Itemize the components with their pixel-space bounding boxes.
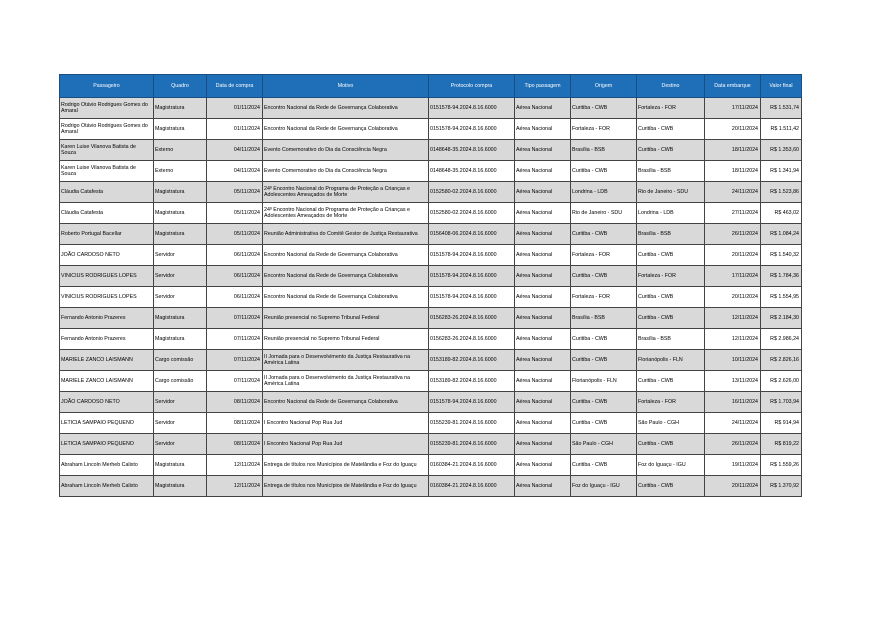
cell-protocolo: 0151578-94.2024.8.16.6000	[429, 266, 515, 287]
cell-data-embarque: 17/11/2024	[705, 266, 761, 287]
cell-origem: Curitiba - CWB	[571, 413, 637, 434]
header-valor-final: Valor final	[761, 75, 802, 98]
header-motivo: Motivo	[263, 75, 429, 98]
header-quadro: Quadro	[154, 75, 207, 98]
cell-destino: Fortaleza - FOR	[637, 266, 705, 287]
header-protocolo: Protocolo compra	[429, 75, 515, 98]
cell-destino: Curitiba - CWB	[637, 434, 705, 455]
header-passageiro: Passageiro	[60, 75, 154, 98]
cell-motivo: Evento Comemorativo do Dia da Consciência Negra	[263, 140, 429, 161]
cell-valor-final: R$ 1.703,94	[761, 392, 802, 413]
cell-passageiro: Cláudia Catafesta	[60, 203, 154, 224]
cell-data-embarque: 18/11/2024	[705, 140, 761, 161]
table-row	[60, 161, 802, 182]
cell-tipo-passagem: Aérea Nacional	[515, 413, 571, 434]
cell-origem: Fortaleza - FOR	[571, 119, 637, 140]
cell-destino: Brasília - BSB	[637, 161, 705, 182]
cell-quadro: Magistratura	[154, 455, 207, 476]
cell-quadro: Servidor	[154, 287, 207, 308]
cell-origem: Curitiba - CWB	[571, 350, 637, 371]
cell-motivo: Reunião presencial no Supremo Tribunal Federal	[263, 329, 429, 350]
table-row	[60, 140, 802, 161]
cell-destino: Fortaleza - FOR	[637, 98, 705, 119]
cell-passageiro: Karen Luise Vilanova Batista de Souza	[60, 140, 154, 161]
cell-data-embarque: 19/11/2024	[705, 455, 761, 476]
cell-quadro: Magistratura	[154, 329, 207, 350]
table-row	[60, 413, 802, 434]
cell-tipo-passagem: Aérea Nacional	[515, 329, 571, 350]
header-origem: Origem	[571, 75, 637, 98]
cell-origem: Fortaleza - FOR	[571, 287, 637, 308]
cell-data-compra: 05/11/2024	[207, 203, 263, 224]
cell-data-embarque: 27/11/2024	[705, 203, 761, 224]
cell-quadro: Magistratura	[154, 119, 207, 140]
header-data-embarque: Data embarque	[705, 75, 761, 98]
cell-protocolo: 0152580-02.2024.8.16.6000	[429, 182, 515, 203]
cell-valor-final: R$ 1.523,86	[761, 182, 802, 203]
cell-protocolo: 0151578-94.2024.8.16.6000	[429, 392, 515, 413]
cell-valor-final: R$ 1.353,60	[761, 140, 802, 161]
cell-origem: Fortaleza - FOR	[571, 245, 637, 266]
cell-tipo-passagem: Aérea Nacional	[515, 371, 571, 392]
cell-data-compra: 07/11/2024	[207, 350, 263, 371]
cell-valor-final: R$ 2.626,00	[761, 371, 802, 392]
cell-motivo: Encontro Nacional da Rede de Governança Colaborativa	[263, 245, 429, 266]
cell-passageiro: VINICIUS RODRIGUES LOPES	[60, 287, 154, 308]
cell-data-embarque: 24/11/2024	[705, 413, 761, 434]
cell-tipo-passagem: Aérea Nacional	[515, 245, 571, 266]
cell-motivo: Encontro Nacional da Rede de Governança Colaborativa	[263, 266, 429, 287]
table-row	[60, 392, 802, 413]
cell-motivo: I Encontro Nacional Pop Rua Jud	[263, 434, 429, 455]
cell-passageiro: Abraham Lincoln Merheb Calixto	[60, 476, 154, 497]
cell-motivo: Entrega de títulos nos Municípios de Matelândia e Foz do Iguaçu	[263, 455, 429, 476]
table-row	[60, 455, 802, 476]
cell-data-embarque: 13/11/2024	[705, 371, 761, 392]
cell-passageiro: Roberto Portugal Bacellar	[60, 224, 154, 245]
cell-motivo: Encontro Nacional da Rede de Governança Colaborativa	[263, 98, 429, 119]
cell-protocolo: 0153189-82.2024.8.16.6000	[429, 350, 515, 371]
cell-valor-final: R$ 1.531,74	[761, 98, 802, 119]
cell-passageiro: LETICIA SAMPAIO PEQUENO	[60, 413, 154, 434]
cell-protocolo: 0152580-02.2024.8.16.6000	[429, 203, 515, 224]
cell-motivo: Encontro Nacional da Rede de Governança Colaborativa	[263, 287, 429, 308]
cell-valor-final: R$ 1.370,92	[761, 476, 802, 497]
cell-origem: Foz do Iguaçu - IGU	[571, 476, 637, 497]
cell-origem: Curitiba - CWB	[571, 224, 637, 245]
cell-data-embarque: 12/11/2024	[705, 308, 761, 329]
cell-destino: São Paulo - CGH	[637, 413, 705, 434]
cell-destino: Curitiba - CWB	[637, 476, 705, 497]
cell-motivo: Reunião presencial no Supremo Tribunal Federal	[263, 308, 429, 329]
cell-valor-final: R$ 1.784,36	[761, 266, 802, 287]
table-row	[60, 371, 802, 392]
cell-destino: Curitiba - CWB	[637, 287, 705, 308]
cell-quadro: Cargo comissão	[154, 350, 207, 371]
cell-data-embarque: 17/11/2024	[705, 98, 761, 119]
cell-quadro: Externo	[154, 140, 207, 161]
table-row	[60, 476, 802, 497]
cell-tipo-passagem: Aérea Nacional	[515, 392, 571, 413]
cell-quadro: Externo	[154, 161, 207, 182]
table-row	[60, 98, 802, 119]
cell-protocolo: 0156408-06.2024.8.16.6000	[429, 224, 515, 245]
cell-tipo-passagem: Aérea Nacional	[515, 224, 571, 245]
cell-data-embarque: 10/11/2024	[705, 350, 761, 371]
cell-tipo-passagem: Aérea Nacional	[515, 476, 571, 497]
cell-destino: Curitiba - CWB	[637, 245, 705, 266]
cell-protocolo: 0160384-21.2024.8.16.6000	[429, 476, 515, 497]
cell-data-compra: 05/11/2024	[207, 182, 263, 203]
cell-passageiro: Rodrigo Otávio Rodrigues Gomes do Amaral	[60, 119, 154, 140]
travel-table	[59, 74, 802, 497]
cell-tipo-passagem: Aérea Nacional	[515, 350, 571, 371]
cell-motivo: I Encontro Nacional Pop Rua Jud	[263, 413, 429, 434]
cell-passageiro: MARIELE ZANCO LAISMANN	[60, 371, 154, 392]
cell-origem: Londrina - LDB	[571, 182, 637, 203]
cell-protocolo: 0148648-35.2024.8.16.6000	[429, 140, 515, 161]
cell-motivo: 24º Encontro Nacional do Programa de Proteção a Crianças e Adolescentes Ameaçados de Morte	[263, 182, 429, 203]
header-row	[60, 75, 802, 98]
cell-origem: Rio de Janeiro - SDU	[571, 203, 637, 224]
cell-data-compra: 06/11/2024	[207, 245, 263, 266]
cell-data-embarque: 12/11/2024	[705, 329, 761, 350]
cell-motivo: Reunião Administrativa do Comitê Gestor de Justiça Restaurativa	[263, 224, 429, 245]
cell-data-embarque: 26/11/2024	[705, 224, 761, 245]
table-row	[60, 434, 802, 455]
cell-destino: Curitiba - CWB	[637, 140, 705, 161]
cell-data-embarque: 24/11/2024	[705, 182, 761, 203]
cell-passageiro: JOÃO CARDOSO NETO	[60, 245, 154, 266]
cell-protocolo: 0156283-26.2024.8.16.6000	[429, 308, 515, 329]
cell-valor-final: R$ 1.341,94	[761, 161, 802, 182]
cell-passageiro: LETICIA SAMPAIO PEQUENO	[60, 434, 154, 455]
cell-data-compra: 06/11/2024	[207, 266, 263, 287]
cell-motivo: II Jornada para o Desenvolvimento da Justiça Restaurativa na América Latina	[263, 371, 429, 392]
cell-passageiro: Karen Luise Vilanova Batista de Souza	[60, 161, 154, 182]
cell-passageiro: Cláudia Catafesta	[60, 182, 154, 203]
cell-valor-final: R$ 2.826,16	[761, 350, 802, 371]
cell-data-compra: 01/11/2024	[207, 119, 263, 140]
cell-valor-final: R$ 1.559,26	[761, 455, 802, 476]
cell-data-compra: 12/11/2024	[207, 455, 263, 476]
cell-protocolo: 0151578-94.2024.8.16.6000	[429, 98, 515, 119]
header-destino: Destino	[637, 75, 705, 98]
cell-origem: São Paulo - CGH	[571, 434, 637, 455]
table-row	[60, 350, 802, 371]
cell-protocolo: 0155239-81.2024.8.16.6000	[429, 434, 515, 455]
table-row	[60, 119, 802, 140]
cell-destino: Curitiba - CWB	[637, 371, 705, 392]
cell-tipo-passagem: Aérea Nacional	[515, 455, 571, 476]
cell-quadro: Magistratura	[154, 224, 207, 245]
cell-data-compra: 08/11/2024	[207, 392, 263, 413]
table-row	[60, 203, 802, 224]
cell-valor-final: R$ 914,94	[761, 413, 802, 434]
header-tipo-passagem: Tipo passagem	[515, 75, 571, 98]
cell-valor-final: R$ 463,02	[761, 203, 802, 224]
cell-protocolo: 0151578-94.2024.8.16.6000	[429, 119, 515, 140]
cell-protocolo: 0151578-94.2024.8.16.6000	[429, 287, 515, 308]
cell-protocolo: 0160384-21.2024.8.16.6000	[429, 455, 515, 476]
cell-tipo-passagem: Aérea Nacional	[515, 140, 571, 161]
cell-data-compra: 01/11/2024	[207, 98, 263, 119]
cell-data-compra: 04/11/2024	[207, 161, 263, 182]
cell-tipo-passagem: Aérea Nacional	[515, 266, 571, 287]
cell-motivo: Evento Comemorativo do Dia da Consciência Negra	[263, 161, 429, 182]
cell-data-embarque: 20/11/2024	[705, 119, 761, 140]
cell-protocolo: 0153189-82.2024.8.16.6000	[429, 371, 515, 392]
cell-quadro: Servidor	[154, 266, 207, 287]
cell-data-embarque: 16/11/2024	[705, 392, 761, 413]
cell-motivo: II Jornada para o Desenvolvimento da Justiça Restaurativa na América Latina	[263, 350, 429, 371]
table-row	[60, 266, 802, 287]
cell-tipo-passagem: Aérea Nacional	[515, 182, 571, 203]
cell-passageiro: Fernando Antonio Prazeres	[60, 329, 154, 350]
cell-destino: Curitiba - CWB	[637, 308, 705, 329]
cell-data-compra: 04/11/2024	[207, 140, 263, 161]
cell-data-embarque: 26/11/2024	[705, 434, 761, 455]
cell-data-embarque: 20/11/2024	[705, 287, 761, 308]
cell-valor-final: R$ 1.084,24	[761, 224, 802, 245]
cell-protocolo: 0155239-81.2024.8.16.6000	[429, 413, 515, 434]
travel-table-sheet	[59, 74, 801, 497]
cell-data-compra: 07/11/2024	[207, 371, 263, 392]
cell-destino: Foz do Iguaçu - IGU	[637, 455, 705, 476]
cell-destino: Fortaleza - FOR	[637, 392, 705, 413]
cell-origem: Curitiba - CWB	[571, 161, 637, 182]
table-row	[60, 308, 802, 329]
cell-data-compra: 05/11/2024	[207, 224, 263, 245]
cell-protocolo: 0151578-94.2024.8.16.6000	[429, 245, 515, 266]
cell-valor-final: R$ 819,22	[761, 434, 802, 455]
cell-motivo: Encontro Nacional da Rede de Governança Colaborativa	[263, 392, 429, 413]
cell-motivo: Entrega de títulos nos Municípios de Matelândia e Foz do Iguaçu	[263, 476, 429, 497]
cell-data-embarque: 18/11/2024	[705, 161, 761, 182]
header-data-compra: Data de compra	[207, 75, 263, 98]
cell-data-embarque: 20/11/2024	[705, 476, 761, 497]
cell-origem: Curitiba - CWB	[571, 266, 637, 287]
cell-destino: Brasília - BSB	[637, 329, 705, 350]
cell-tipo-passagem: Aérea Nacional	[515, 119, 571, 140]
cell-quadro: Magistratura	[154, 98, 207, 119]
cell-protocolo: 0148648-35.2024.8.16.6000	[429, 161, 515, 182]
cell-data-compra: 07/11/2024	[207, 329, 263, 350]
cell-quadro: Magistratura	[154, 182, 207, 203]
cell-data-compra: 07/11/2024	[207, 308, 263, 329]
cell-protocolo: 0156283-26.2024.8.16.6000	[429, 329, 515, 350]
cell-destino: Londrina - LDB	[637, 203, 705, 224]
cell-quadro: Servidor	[154, 245, 207, 266]
cell-quadro: Magistratura	[154, 476, 207, 497]
cell-quadro: Magistratura	[154, 203, 207, 224]
cell-origem: Florianópolis - FLN	[571, 371, 637, 392]
cell-passageiro: VINICIUS RODRIGUES LOPES	[60, 266, 154, 287]
cell-data-compra: 08/11/2024	[207, 413, 263, 434]
table-row	[60, 182, 802, 203]
cell-destino: Brasília - BSB	[637, 224, 705, 245]
cell-passageiro: Rodrigo Otávio Rodrigues Gomes do Amaral	[60, 98, 154, 119]
cell-valor-final: R$ 1.540,32	[761, 245, 802, 266]
cell-tipo-passagem: Aérea Nacional	[515, 434, 571, 455]
cell-motivo: Encontro Nacional da Rede de Governança Colaborativa	[263, 119, 429, 140]
cell-origem: Curitiba - CWB	[571, 455, 637, 476]
cell-passageiro: Fernando Antonio Prazeres	[60, 308, 154, 329]
cell-valor-final: R$ 1.511,42	[761, 119, 802, 140]
table-row	[60, 287, 802, 308]
cell-quadro: Magistratura	[154, 308, 207, 329]
cell-data-compra: 08/11/2024	[207, 434, 263, 455]
cell-quadro: Servidor	[154, 413, 207, 434]
cell-passageiro: MARIELE ZANCO LAISMANN	[60, 350, 154, 371]
cell-valor-final: R$ 2.986,24	[761, 329, 802, 350]
cell-origem: Curitiba - CWB	[571, 98, 637, 119]
cell-destino: Curitiba - CWB	[637, 119, 705, 140]
cell-tipo-passagem: Aérea Nacional	[515, 287, 571, 308]
cell-tipo-passagem: Aérea Nacional	[515, 98, 571, 119]
cell-valor-final: R$ 1.554,95	[761, 287, 802, 308]
table-row	[60, 224, 802, 245]
cell-destino: Florianópolis - FLN	[637, 350, 705, 371]
cell-destino: Rio de Janeiro - SDU	[637, 182, 705, 203]
cell-quadro: Cargo comissão	[154, 371, 207, 392]
cell-quadro: Servidor	[154, 434, 207, 455]
cell-passageiro: JOÃO CARDOSO NETO	[60, 392, 154, 413]
cell-origem: Brasília - BSB	[571, 308, 637, 329]
table-row	[60, 245, 802, 266]
cell-origem: Brasília - BSB	[571, 140, 637, 161]
cell-data-compra: 12/11/2024	[207, 476, 263, 497]
table-body	[60, 98, 802, 497]
cell-valor-final: R$ 2.184,30	[761, 308, 802, 329]
table-row	[60, 329, 802, 350]
cell-motivo: 24º Encontro Nacional do Programa de Proteção a Crianças e Adolescentes Ameaçados de Morte	[263, 203, 429, 224]
cell-origem: Curitiba - CWB	[571, 392, 637, 413]
cell-tipo-passagem: Aérea Nacional	[515, 161, 571, 182]
cell-origem: Curitiba - CWB	[571, 329, 637, 350]
cell-data-compra: 06/11/2024	[207, 287, 263, 308]
cell-tipo-passagem: Aérea Nacional	[515, 308, 571, 329]
cell-passageiro: Abraham Lincoln Merheb Calixto	[60, 455, 154, 476]
cell-tipo-passagem: Aérea Nacional	[515, 203, 571, 224]
cell-data-embarque: 20/11/2024	[705, 245, 761, 266]
cell-quadro: Servidor	[154, 392, 207, 413]
